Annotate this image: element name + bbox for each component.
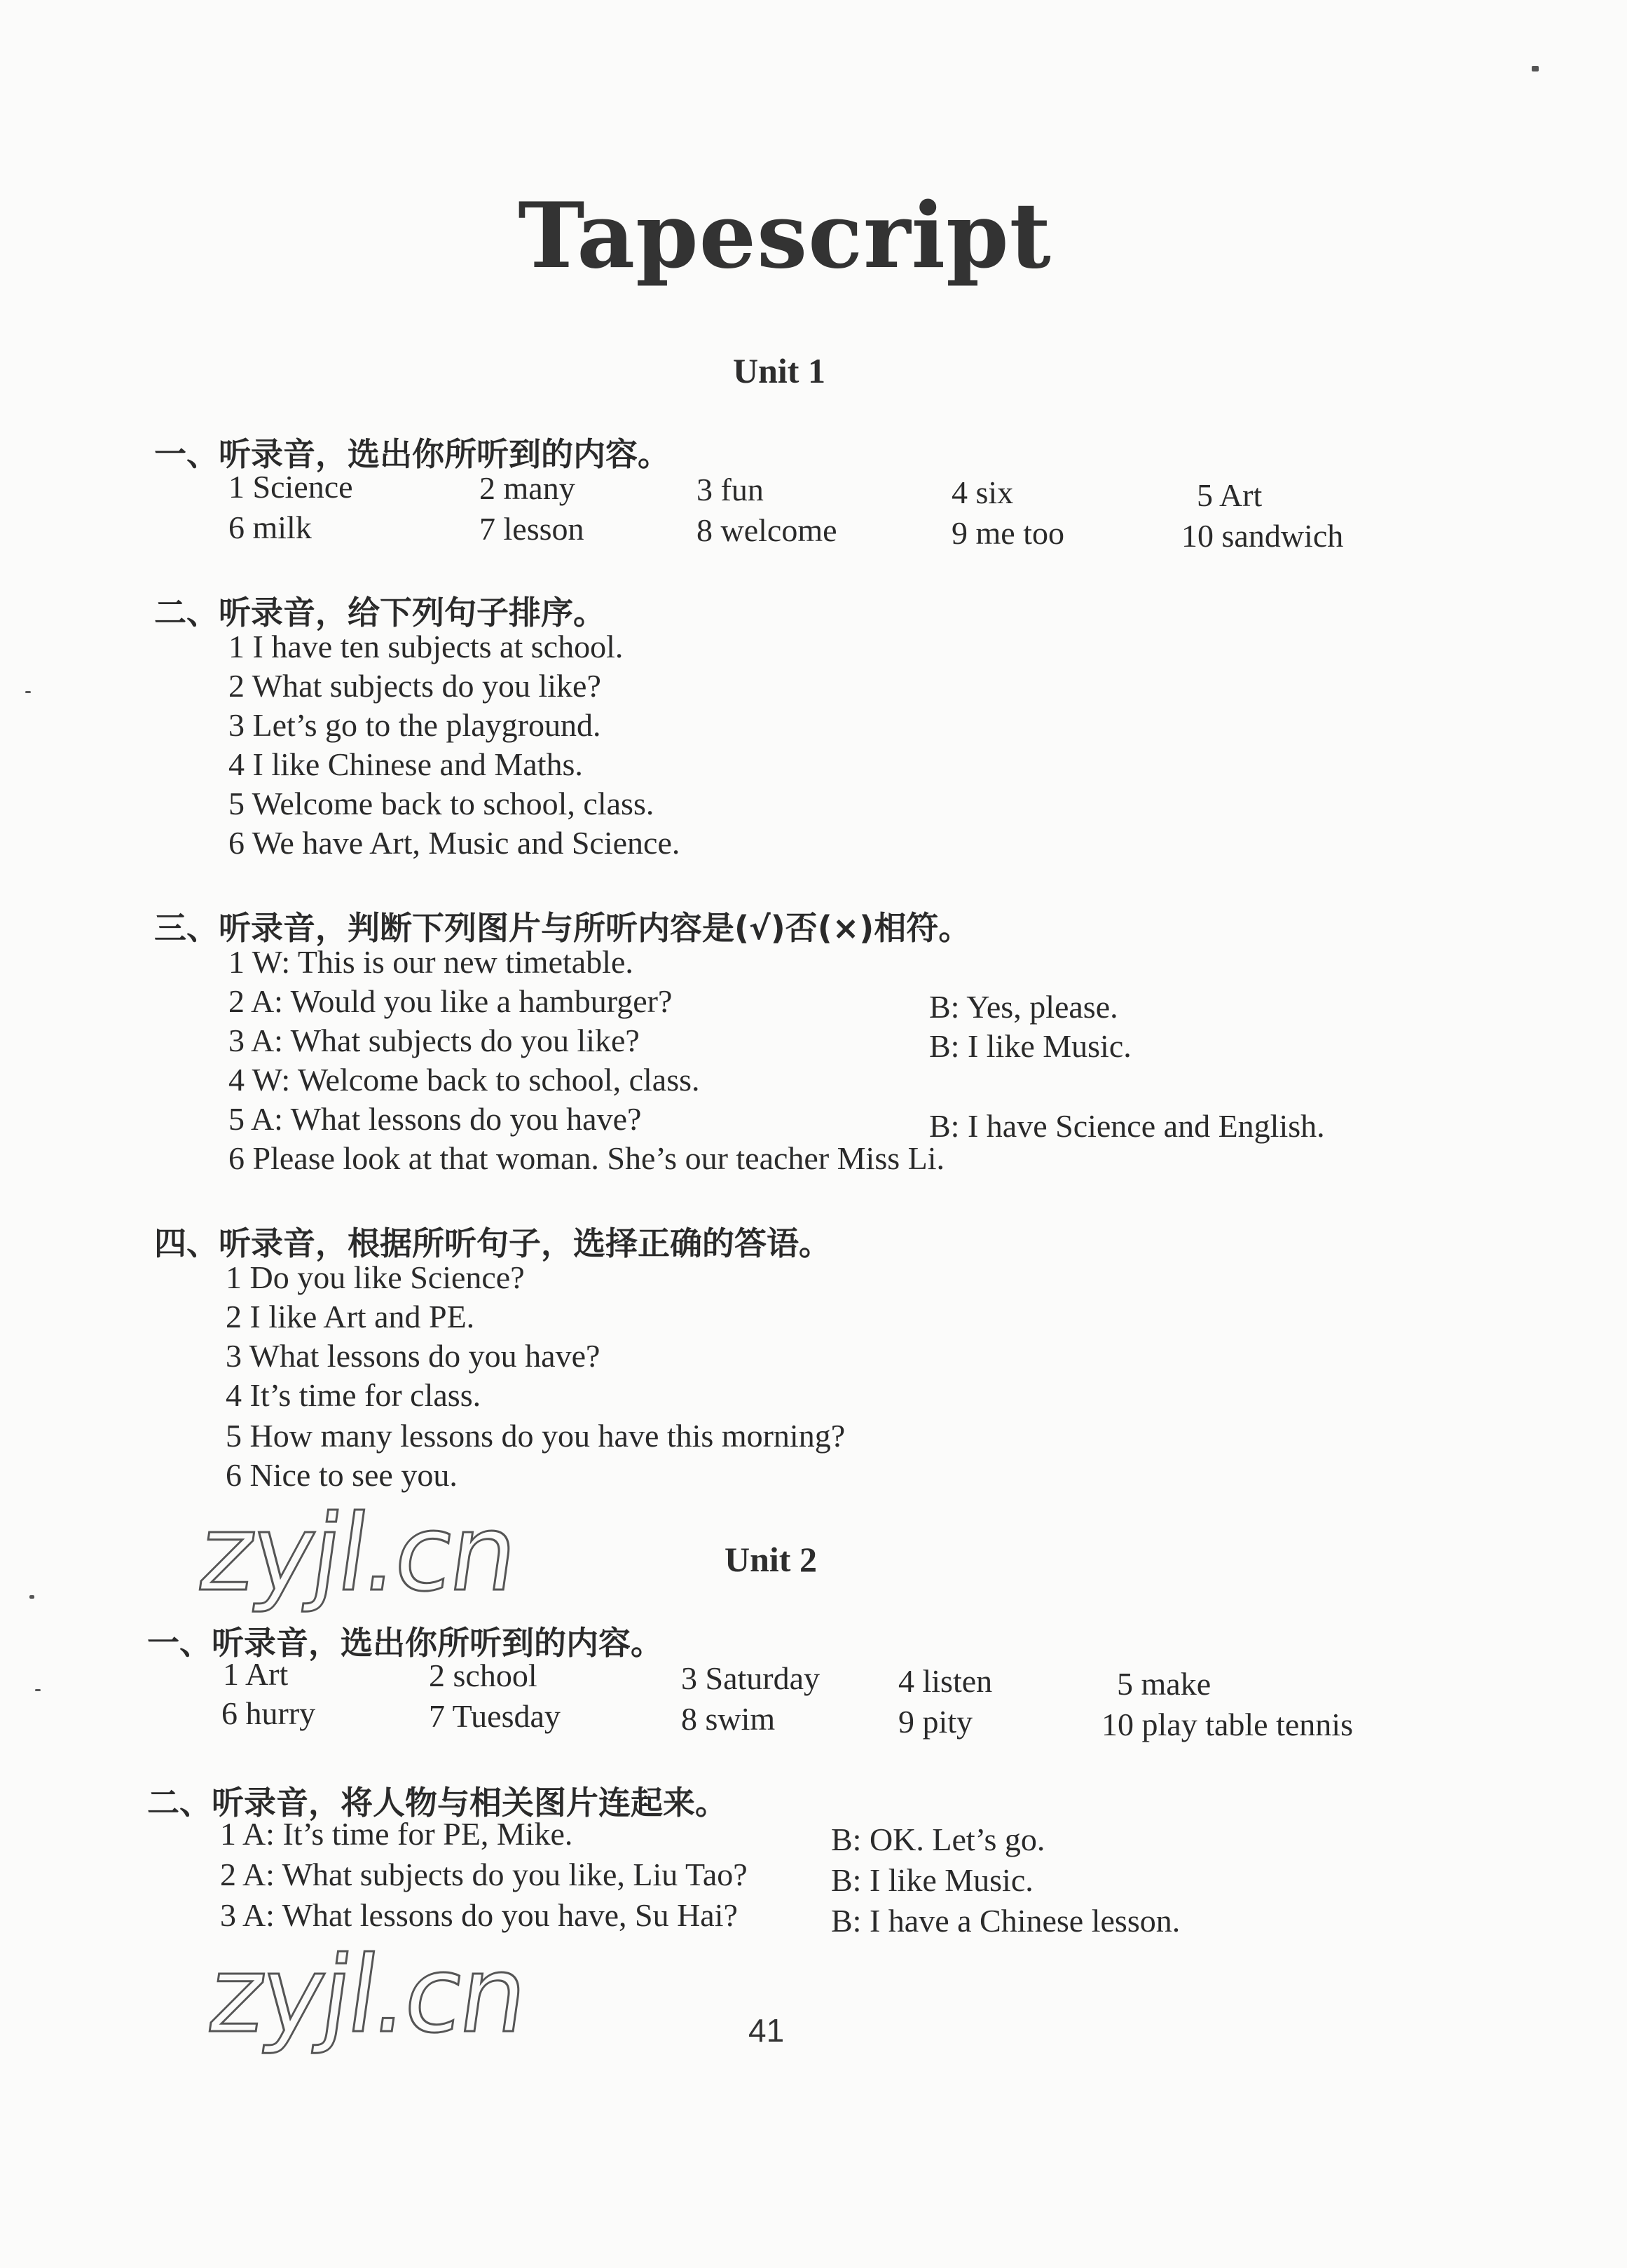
word-item: 8 swim [681, 1701, 776, 1737]
word-item: 6 milk [228, 510, 312, 545]
word-item: 5 make [1117, 1666, 1211, 1702]
dialogue-reply: B: I have Science and English. [929, 1108, 1325, 1144]
sentence-line: 4 I like Chinese and Maths. [228, 746, 583, 782]
sentence-line: 1 Do you like Science? [226, 1259, 525, 1295]
dialogue-line: 1 W: This is our new timetable. [228, 944, 633, 980]
word-item: 4 listen [898, 1663, 993, 1699]
scan-speck [35, 1689, 41, 1691]
sentence-line: 4 It’s time for class. [226, 1377, 481, 1413]
unit-1-section-2-heading: 二、听录音，给下列句子排序。 [154, 594, 605, 631]
sentence-line: 3 What lessons do you have? [226, 1338, 600, 1374]
page-title: Tapescript [518, 184, 1052, 289]
word-item: 3 Saturday [681, 1660, 821, 1696]
dialogue-line: 2 A: Would you like a hamburger? [228, 983, 673, 1019]
word-item: 7 Tuesday [429, 1698, 561, 1734]
unit-1-section-4-heading: 四、听录音，根据所听句子，选择正确的答语。 [154, 1224, 831, 1262]
dialogue-reply: B: Yes, please. [929, 989, 1118, 1025]
word-item: 6 hurry [221, 1695, 316, 1731]
dialogue-line: 1 A: It’s time for PE, Mike. [220, 1816, 573, 1852]
word-item: 8 welcome [696, 512, 837, 548]
dialogue-reply: B: I have a Chinese lesson. [831, 1903, 1181, 1939]
word-item: 2 many [479, 470, 575, 506]
word-item: 9 pity [898, 1704, 973, 1740]
sentence-line: 2 What subjects do you like? [228, 668, 601, 704]
page-number: 41 [748, 2012, 785, 2049]
sentence-line: 6 Nice to see you. [226, 1457, 458, 1493]
dialogue-line: 5 A: What lessons do you have? [228, 1101, 642, 1137]
dialogue-line: 3 A: What lessons do you have, Su Hai? [220, 1897, 738, 1933]
scan-speck [25, 691, 31, 693]
word-item: 10 play table tennis [1101, 1707, 1353, 1742]
unit-1-section-3-heading: 三、听录音，判断下列图片与所听内容是(√)否(×)相符。 [154, 909, 971, 947]
word-item: 7 lesson [479, 511, 584, 547]
word-item: 3 fun [696, 472, 764, 507]
unit-1-section-1-heading: 一、听录音，选出你所听到的内容。 [154, 435, 670, 473]
word-item: 5 Art [1197, 477, 1263, 513]
sentence-line: 6 We have Art, Music and Science. [228, 825, 680, 861]
word-item: 10 sandwich [1181, 518, 1344, 554]
scan-speck [1532, 66, 1539, 71]
sentence-line: 1 I have ten subjects at school. [228, 629, 624, 664]
dialogue-reply: B: OK. Let’s go. [831, 1822, 1045, 1857]
watermark-logo: zyjl.cn [201, 1934, 533, 2056]
sentence-line: 5 Welcome back to school, class. [228, 786, 654, 821]
unit-1-title: Unit 1 [733, 351, 825, 390]
unit-2-section-1-heading: 一、听录音，选出你所听到的内容。 [147, 1624, 663, 1662]
word-item: 4 six [952, 474, 1014, 510]
word-item: 2 school [429, 1658, 537, 1693]
dialogue-line: 3 A: What subjects do you like? [228, 1023, 640, 1058]
watermark-logo: zyjl.cn [191, 1493, 523, 1615]
dialogue-reply: B: I like Music. [831, 1862, 1034, 1898]
unit-2-title: Unit 2 [725, 1540, 817, 1579]
word-item: 1 Art [223, 1656, 289, 1692]
dialogue-line: 4 W: Welcome back to school, class. [228, 1062, 700, 1098]
word-item: 1 Science [228, 469, 353, 505]
word-item: 9 me too [952, 515, 1064, 551]
unit-2-section-2-heading: 二、听录音，将人物与相关图片连起来。 [147, 1784, 727, 1822]
dialogue-reply: B: I like Music. [929, 1028, 1132, 1064]
sentence-line: 2 I like Art and PE. [226, 1299, 475, 1334]
sentence-line: 3 Let’s go to the playground. [228, 707, 601, 743]
dialogue-line: 2 A: What subjects do you like, Liu Tao? [220, 1857, 748, 1892]
scan-speck [29, 1595, 34, 1599]
dialogue-line: 6 Please look at that woman. She’s our teacher Miss Li. [228, 1140, 945, 1176]
sentence-line: 5 How many lessons do you have this morning? [226, 1418, 846, 1454]
